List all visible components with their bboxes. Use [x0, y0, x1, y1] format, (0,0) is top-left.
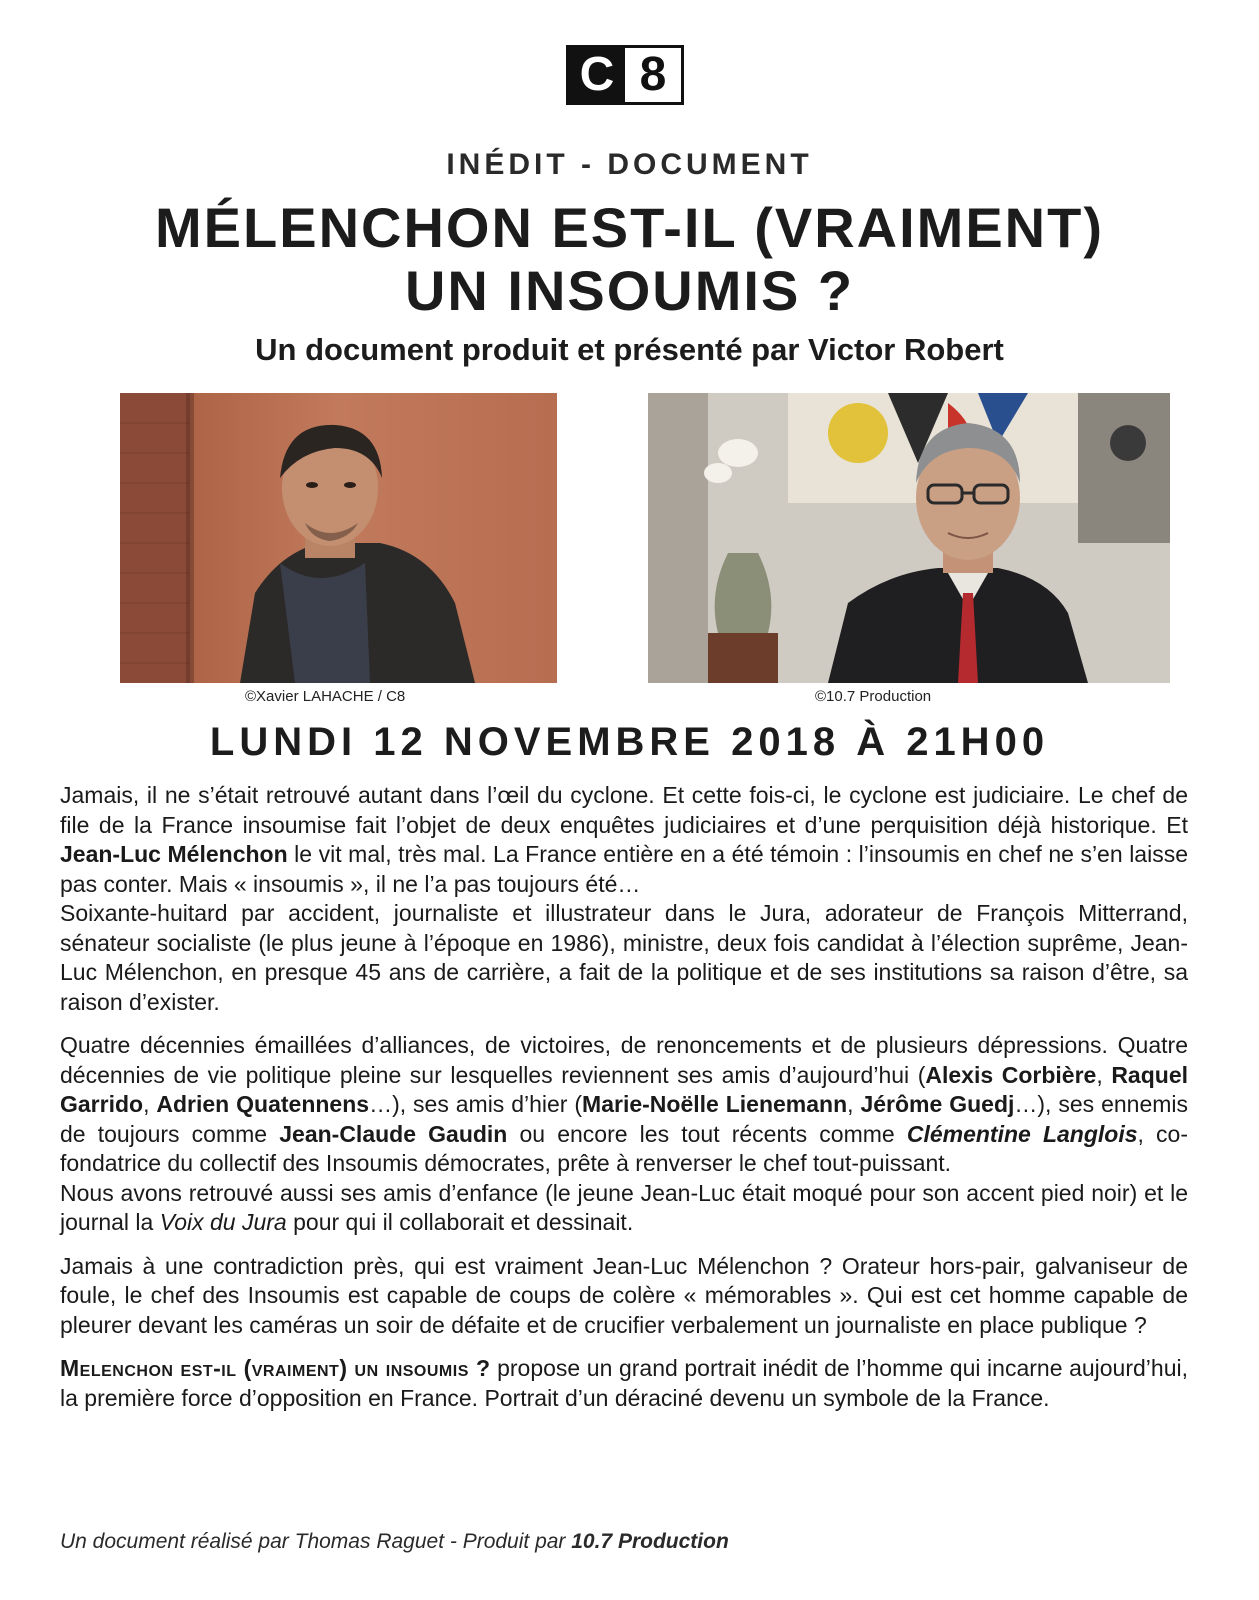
credits-footer: Un document réalisé par Thomas Raguet - Produit par 10.7 Production [60, 1530, 729, 1553]
paragraph-2: Soixante-huitard par accident, journaliste et illustrateur dans le Jura, adorateur de François Mitterrand, sénateur socialiste (le plus jeune à l’époque en 1986), ministre, deux fois candidat à l’élection suprême, Jean-Luc Mélenchon, en presque 45 ans de carrière, a fait de la politique et de ses institutions sa raison d’être, sa raison d’exister. [60, 900, 1188, 1015]
person-name: Jean-Luc Mélenchon [60, 841, 288, 867]
person-name: Adrien Quatennens [156, 1091, 370, 1117]
person-name: Raquel Garrido [60, 1061, 1188, 1117]
photo-jean-luc-melenchon [648, 393, 1170, 683]
broadcast-date: LUNDI 12 NOVEMBRE 2018 À 21H00 [209, 720, 1050, 764]
subtitle: Un document produit et présenté par Victor Robert [255, 332, 1004, 367]
person-name: Jean-Claude Gaudin [279, 1120, 508, 1147]
newspaper-title: Voix du Jura [159, 1209, 287, 1235]
logo-letter: C [569, 48, 625, 102]
photo-credit-right: ©10.7 Production [815, 688, 932, 705]
person-name: Clémentine Langlois [906, 1120, 1138, 1147]
c8-logo [566, 45, 684, 105]
kicker: INÉDIT - DOCUMENT [446, 148, 813, 181]
paragraph-5: Jamais à une contradiction près, qui est vraiment Jean-Luc Mélenchon ? Orateur hors-pair, galvaniseur de foule, le chef des Insoumis est capable de coups de colère « mémorables ». Qui est cet homme capable de pleurer devant les caméras un soir de défaite et de crucifier verbalement un journaliste en place publique ? [60, 1252, 1188, 1338]
program-title: Melenchon est-il (vraiment) un insoumis ? [60, 1355, 491, 1381]
photo-victor-robert [120, 393, 557, 683]
title-line-2: UN INSOUMIS ? [404, 259, 855, 322]
title-line-1: MÉLENCHON EST-IL (VRAIMENT) [155, 196, 1104, 259]
producer-name: 10.7 Production [571, 1530, 729, 1553]
paragraph-1: Jamais, il ne s’était retrouvé autant dans l’œil du cyclone. Et cette fois-ci, le cyclone est judiciaire. Le chef de file de la France insoumise fait l’objet de deux enquêtes judiciaires et d’une perquisition déjà historique. Et Jean-Luc Mélenchon le vit mal, très mal. La France entière en a été témoin : l’insoumis en chef ne s’en laisse pas conter. Mais « insoumis », il ne l’a pas toujours été… [60, 782, 1188, 897]
person-name: Marie-Noëlle Lienemann [582, 1091, 848, 1117]
logo-number: 8 [625, 48, 681, 102]
synopsis [60, 781, 1188, 1427]
person-name: Alexis Corbière [925, 1061, 1097, 1088]
paragraph-6: Melenchon est-il (vraiment) un insoumis ? propose un grand portrait inédit de l’homme qui incarne aujourd’hui, la première force d’opposition en France. Portrait d’un déraciné devenu un symbole de la France. [60, 1355, 1188, 1411]
person-name: Jérôme Guedj [860, 1091, 1015, 1117]
paragraph-3: Quatre décennies émaillées d’alliances, de victoires, de renoncements et de plusieurs dépressions. Quatre décennies de vie politique pleine sur lesquelles reviennent ses amis d’aujourd’hui (Alexis Corbière, Raquel Garrido, Adrien Quatennens…), ses amis d’hier (Marie-Noëlle Lienemann, Jérôme Guedj…), ses ennemis de toujours comme Jean-Claude Gaudin ou encore les tout récents comme Clémentine Langlois, co-fondatrice du collectif des Insoumis démocrates, prête à renverser le chef tout-puissant. Nous avons retrouvé aussi ses amis d’enfance (le jeune Jean-Luc était moqué pour son accent pied noir) et le journal la Voix du Jura pour qui il collaborait et dessinait. [60, 1032, 1189, 1235]
photo-credit-left: ©Xavier LAHACHE / C8 [245, 688, 406, 705]
